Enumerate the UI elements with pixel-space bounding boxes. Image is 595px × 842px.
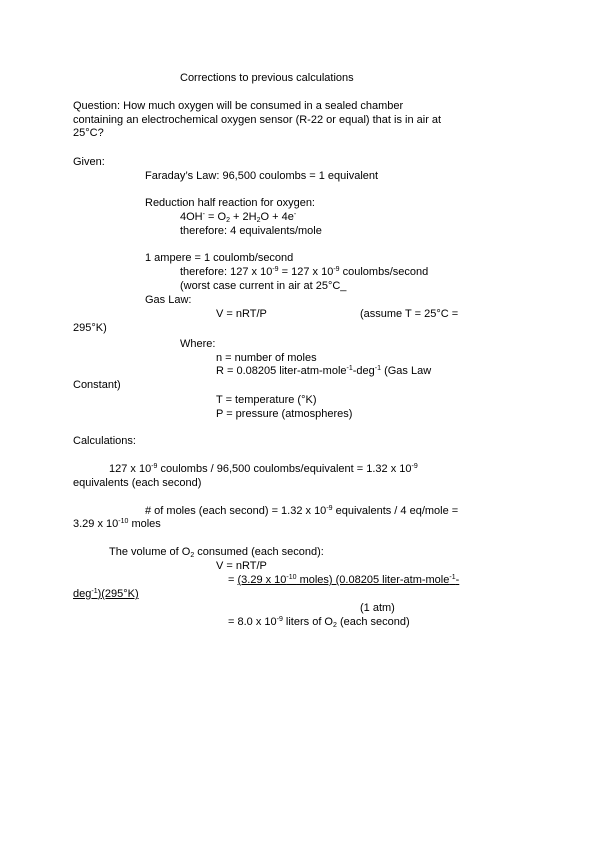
current-statement: therefore: 127 x $10^{-9} = 127$ x $10^{-9}$ coulombs/second xyxy=(180,266,429,278)
n-definition: n = number of moles xyxy=(216,352,317,364)
equivalents-per-mole: therefore: 4 equivalents/mole xyxy=(180,225,322,237)
gas-law-equation: V = nRT/P xyxy=(216,308,267,320)
question-line-2: containing an electrochemical oxygen sensor (R-22 or equal) that is in air at xyxy=(73,114,442,126)
page-title: Corrections to previous calculations xyxy=(180,72,354,84)
volume-equation: V = nRT/P xyxy=(216,560,267,572)
reduction-reaction: $4OH^- = O_2 + 2H_2O + 4e^-$ xyxy=(180,211,297,224)
ampere-definition: 1 ampere = 1 coulomb/second xyxy=(145,252,294,264)
moles-calculation: # of moles (each second) = 1.32 x $10^{-9}$ equivalents / 4 eq/mole = xyxy=(145,505,459,517)
calculations-label: Calculations: xyxy=(73,435,136,447)
volume-numerator: = (3.29 x $10^{-10}$ moles) (0.08205 liter-atm-mole$^{-1}$- xyxy=(228,574,460,586)
faraday-law: Faraday’s Law: 96,500 coulombs = 1 equivalent xyxy=(145,170,379,182)
equivalents-calculation-cont: equivalents (each second) xyxy=(73,477,202,489)
volume-denominator: (1 atm) xyxy=(360,602,395,614)
r-definition: R = 0.08205 liter-atm-mole$^{-1}$-deg$^{-1}$ (Gas Law xyxy=(216,365,432,377)
moles-calculation-cont: 3.29 x $10^{-10}$ moles xyxy=(73,518,161,530)
reduction-heading: Reduction half reaction for oxygen: xyxy=(145,197,315,209)
temperature-assumption: (assume T = 25°C = xyxy=(360,308,459,320)
t-definition: T = temperature (°K) xyxy=(216,394,317,406)
volume-result: = 8.0 x $10^{-9}$ liters of $O_2$ (each second) xyxy=(228,616,410,629)
question-line-3: 25°C? xyxy=(73,127,104,139)
r-definition-cont: Constant) xyxy=(73,379,121,391)
where-label: Where: xyxy=(180,338,216,350)
volume-heading: The volume of $O_2$ consumed (each second): xyxy=(109,546,324,559)
question-line-1: Question: How much oxygen will be consumed in a sealed chamber xyxy=(73,100,404,112)
volume-numerator-cont: deg$^{-1}$)(295°K) xyxy=(73,588,139,600)
equivalents-calculation: 127 x $10^{-9}$ coulombs / 96,500 coulombs/equivalent = 1.32 x $10^{-9}$ xyxy=(109,463,418,475)
worst-case-note: (worst case current in air at 25°C_ xyxy=(180,280,347,292)
gas-law-label: Gas Law: xyxy=(145,294,192,306)
p-definition: P = pressure (atmospheres) xyxy=(216,408,353,420)
given-label: Given: xyxy=(73,156,105,168)
temperature-assumption-cont: 295°K) xyxy=(73,322,107,334)
